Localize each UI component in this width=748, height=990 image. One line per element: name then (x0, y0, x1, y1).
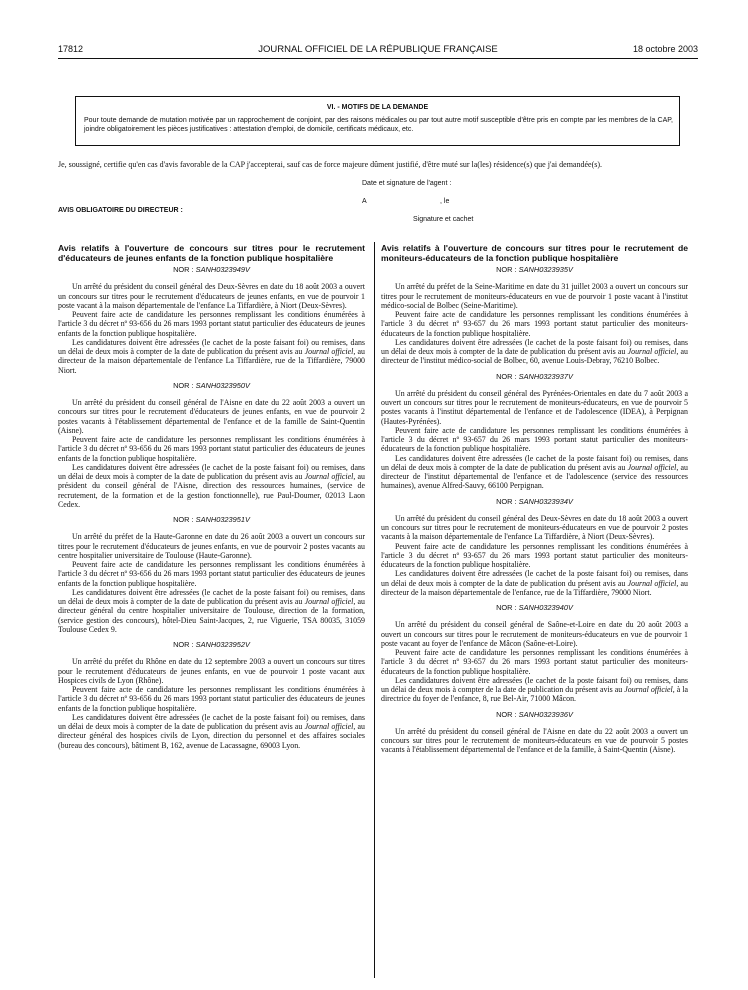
right-notice-2 (381, 372, 688, 491)
nor-label: NOR : (173, 380, 196, 390)
notice-paragraph: Les candidatures doivent être adressées (le cachet de la poste faisant foi) ou remises, dans un délai de deux mois à compter de la date de publication du présent avis au Journal officiel, au directeur de l'institut médico-social de Bolbec, 60, avenue Louis-Debray, 76210 Bolbec. (381, 337, 688, 366)
left-notice-3 (58, 515, 365, 634)
nor-code: SANH0323949V (195, 265, 250, 275)
nor-label: NOR : (496, 371, 519, 381)
left-column (58, 244, 365, 756)
nor-reference (381, 372, 688, 381)
nor-label: NOR : (496, 496, 519, 506)
right-notice-4 (381, 603, 688, 704)
nor-reference (58, 381, 365, 390)
date-label: , le (440, 198, 450, 205)
notice-paragraph: Un arrêté du président du conseil général de Saône-et-Loire en date du 20 août 2003 a ouvert un concours sur titres pour le recrutement de moniteurs-éducateurs en vue de pourvoir 1 poste vacant au foyer de l'enfance de Mâcon (Saône-et-Loire). (381, 620, 688, 648)
nor-code: SANH0323934V (518, 496, 573, 506)
notice-paragraph: Les candidatures doivent être adressées (le cachet de la poste faisant foi) ou remises, dans un délai de deux mois à compter de la date de publication du présent avis au Journal officiel, au directeur général des hospices civils de Lyon, direction du personnel et des affaires sociales (bureau des concours), bâtiment B, 162, avenue de Lacassagne, 69003 Lyon. (58, 712, 365, 750)
nor-code: SANH0323936V (518, 709, 573, 719)
notice-paragraph: Un arrêté du président du conseil général des Pyrénées-Orientales en date du 7 août 2003 a ouvert un concours sur titres pour le recrutement de moniteurs-éducateurs, en vue de pourvoir 5 postes vacants à l'institut départemental de l'enfance et de l'adolescence (IDEA), à Perpignan (Hautes-Pyrénées). (381, 388, 688, 426)
notice-paragraph: Un arrêté du préfet de la Seine-Maritime en date du 31 juillet 2003 a ouvert un concours sur titres pour le recrutement de moniteurs-éducateurs en vue de pourvoir 1 poste vacant à l'institut médico-social de Bolbec (Seine-Maritime). (381, 282, 688, 310)
nor-label: NOR : (496, 265, 519, 275)
notice-paragraph: Les candidatures doivent être adressées (le cachet de la poste faisant foi) ou remises, dans un délai de deux mois à compter de la date de publication du présent avis au Journal officiel, au directeur de l'institut départemental de l'enfance et de l'adolescence (service des ressources humaines), avenue Alfred-Sauvy, 66100 Perpignan. (381, 453, 688, 491)
notice-paragraph: Peuvent faire acte de candidature les personnes remplissant les conditions énumérées à l'article 3 du décret nº 93-656 du 26 mars 1993 portant statut particulier des éducateurs de jeunes enfants de la fonction publique hospitalière. (58, 560, 365, 588)
nor-code: SANH0323937V (518, 371, 573, 381)
journal-title: JOURNAL OFFICIEL DE LA RÉPUBLIQUE FRANÇAISE (258, 44, 498, 55)
nor-label: NOR : (496, 709, 519, 719)
nor-label: NOR : (173, 265, 196, 275)
nor-label: NOR : (173, 515, 196, 525)
left-notice-1 (58, 265, 365, 375)
notice-paragraph: Peuvent faire acte de candidature les personnes remplissant les conditions énumérées à l'article 3 du décret nº 93-657 du 26 mars 1993 portant statut particulier des moniteurs-éducateurs de la fonction publique hospitalière. (381, 310, 688, 338)
certification-text: Je, soussigné, certifie qu'en cas d'avis favorable de la CAP j'accepterai, sauf cas de force majeure dûment justifié, d'être muté sur la(les) résidence(s) que j'ai demandée(s). (58, 160, 603, 169)
motifs-title: VI. - MOTIFS DE LA DEMANDE (326, 104, 429, 111)
nor-code: SANH0323935V (518, 265, 573, 275)
signature-stamp-label: Signature et cachet (413, 216, 474, 223)
notice-paragraph: Peuvent faire acte de candidature les personnes remplissant les conditions énumérées à l'article 3 du décret nº 93-657 du 26 mars 1993 portant statut particulier des moniteurs-éducateurs de la fonction publique hospitalière. (381, 425, 688, 454)
notice-paragraph: Un arrêté du président du conseil général de l'Aisne en date du 22 août 2003 a ouvert un concours sur titres pour le recrutement d'éducateurs de jeunes enfants, en vue de pourvoir 2 postes vacants à l'établissement départemental de l'enfance et de la famille de Saint-Quentin (Aisne). (58, 398, 365, 435)
date-signature-label: Date et signature de l'agent : (362, 180, 452, 187)
notice-paragraph: Les candidatures doivent être adressées (le cachet de la poste faisant foi) ou remises, dans un délai de deux mois à compter de la date de publication du présent avis au Journal officiel, à la directrice du foyer de l'enfance, 8, rue Bel-Air, 71000 Mâcon. (381, 675, 688, 704)
nor-code: SANH0323951V (195, 515, 250, 525)
notice-paragraph: Un arrêté du président du conseil général des Deux-Sèvres en date du 18 août 2003 a ouvert un concours sur titres pour le recrutement de moniteurs-éducateurs en vue de pourvoir 2 postes vacants à la maison départementale de l'enfance La Tiffardière, à Niort (Deux-Sèvres). (381, 513, 688, 542)
motifs-box (75, 96, 680, 146)
notice-paragraph: Les candidatures doivent être adressées (le cachet de la poste faisant foi) ou remises, dans un délai de deux mois à compter de la date de publication du présent avis au Journal officiel, au directeur de la maison départementale de l'enfance, rue de la Tiffardière, 79000 Niort. (381, 569, 688, 597)
notice-paragraph: Un arrêté du président du conseil général de l'Aisne en date du 22 août 2003 a ouvert un concours sur titres pour le recrutement de moniteurs-éducateurs en vue de pourvoir 5 postes vacants à l'établissement départemental de l'enfance et de la famille, à Saint-Quentin (Aisne). (381, 726, 688, 755)
nor-reference (58, 640, 365, 649)
nor-code: SANH0323952V (195, 640, 250, 650)
issue-date: 18 octobre 2003 (632, 44, 698, 54)
notice-paragraph: Peuvent faire acte de candidature les personnes remplissant les conditions énumérées à l'article 3 du décret nº 93-656 du 26 mars 1993 portant statut particulier des éducateurs de jeunes enfants de la fonction publique hospitalière. (58, 310, 365, 338)
notice-paragraph: Peuvent faire acte de candidature les personnes remplissant les conditions énumérées à l'article 3 du décret nº 93-657 du 26 mars 1993 portant statut particulier des moniteurs-éducateurs de la fonction publique hospitalière. (381, 541, 688, 570)
motifs-text: Pour toute demande de mutation motivée par un rapprochement de conjoint, par des raisons médicales ou par tout autre motif susceptible d'être pris en compte par les membres de la CAP, joindre obligatoirement les pièces justificatives : attestation d'emploi, de domicile, certificats médicaux, etc. (84, 116, 673, 134)
nor-reference (381, 603, 688, 612)
notice-paragraph: Peuvent faire acte de candidature les personnes remplissant les conditions énumérées à l'article 3 du décret nº 93-656 du 26 mars 1993 portant statut particulier des éducateurs de jeunes enfants de la fonction publique hospitalière. (58, 435, 365, 463)
nor-reference (381, 497, 688, 506)
nor-code: SANH0323940V (518, 603, 573, 613)
nor-reference (381, 710, 688, 719)
left-section-title: Avis relatifs à l'ouverture de concours sur titres pour le recrutement d'éducateurs de jeunes enfants de la fonction publique hospitalière (58, 243, 365, 263)
nor-label: NOR : (173, 640, 196, 650)
right-column (381, 244, 688, 761)
notice-paragraph: Les candidatures doivent être adressées (le cachet de la poste faisant foi) ou remises, dans un délai de deux mois à compter de la date de publication du présent avis au Journal officiel, au directeur général du centre hospitalier universitaire de Toulouse, direction de la formation, (service gestion des concours), hôtel-Dieu Saint-Jacques, 2, rue Viguerie, TSA 80035, 31059 Toulouse Cedex 9. (58, 587, 365, 634)
notice-paragraph: Un arrêté du préfet de la Haute-Garonne en date du 26 août 2003 a ouvert un concours sur titres pour le recrutement d'éducateurs de jeunes enfants, en vue de pourvoir 2 postes vacants au centre hospitalier universitaire de Toulouse (Haute-Garonne). (58, 532, 365, 560)
place-label: A (362, 198, 367, 205)
column-divider (374, 242, 375, 978)
right-section-title: Avis relatifs à l'ouverture de concours sur titres pour le recrutement de moniteurs-éducateurs de la fonction publique hospitalière (381, 243, 688, 263)
nor-label: NOR : (496, 603, 519, 613)
page-number: 17812 (58, 44, 84, 54)
place-date-line (362, 198, 450, 205)
nor-code: SANH0323950V (195, 380, 250, 390)
header-rule (58, 58, 698, 59)
nor-reference (381, 265, 688, 274)
director-opinion-label: AVIS OBLIGATOIRE DU DIRECTEUR : (58, 207, 183, 214)
right-notice-1 (381, 265, 688, 366)
left-notice-4 (58, 640, 365, 750)
left-notice-2 (58, 381, 365, 509)
nor-reference (58, 265, 365, 274)
notice-paragraph: Un arrêté du préfet du Rhône en date du 12 septembre 2003 a ouvert un concours sur titres pour le recrutement d'éducateurs de jeunes enfants, en vue de pourvoir 1 poste vacant aux Hospices civils de Lyon (Rhône). (58, 657, 365, 685)
left-entries (58, 265, 365, 750)
notice-paragraph: Peuvent faire acte de candidature les personnes remplissant les conditions énumérées à l'article 3 du décret nº 93-657 du 26 mars 1993 portant statut particulier des moniteurs-éducateurs de la fonction publique hospitalière. (381, 648, 688, 676)
right-notice-5 (381, 710, 688, 755)
notice-paragraph: Peuvent faire acte de candidature les personnes remplissant les conditions énumérées à l'article 3 du décret nº 93-656 du 26 mars 1993 portant statut particulier des éducateurs de jeunes enfants de la fonction publique hospitalière. (58, 685, 365, 713)
notice-paragraph: Les candidatures doivent être adressées (le cachet de la poste faisant foi) ou remises, dans un délai de deux mois à compter de la date de publication du présent avis au Journal officiel, au président du conseil général de l'Aisne, direction des ressources humaines, (service de recrutement, de la formation et de la gestion fonctionnelle), rue Paul-Doumer, 02013 Laon Cedex. (58, 462, 365, 509)
notice-paragraph: Les candidatures doivent être adressées (le cachet de la poste faisant foi) ou remises, dans un délai de deux mois à compter de la date de publication du présent avis au Journal officiel, au directeur de la maison départementale de l'enfance La Tiffardière, rue de la Tiffardière, 79000 Niort. (58, 337, 365, 375)
right-notice-3 (381, 497, 688, 598)
page-header (58, 44, 698, 58)
notice-paragraph: Un arrêté du président du conseil général des Deux-Sèvres en date du 18 août 2003 a ouvert un concours sur titres pour le recrutement d'éducateurs de jeunes enfants, en vue de pourvoir 1 poste vacant à la maison départementale de l'enfance La Tiffardière, à Niort (Deux-Sèvres). (58, 282, 365, 310)
right-entries (381, 265, 688, 755)
nor-reference (58, 515, 365, 524)
